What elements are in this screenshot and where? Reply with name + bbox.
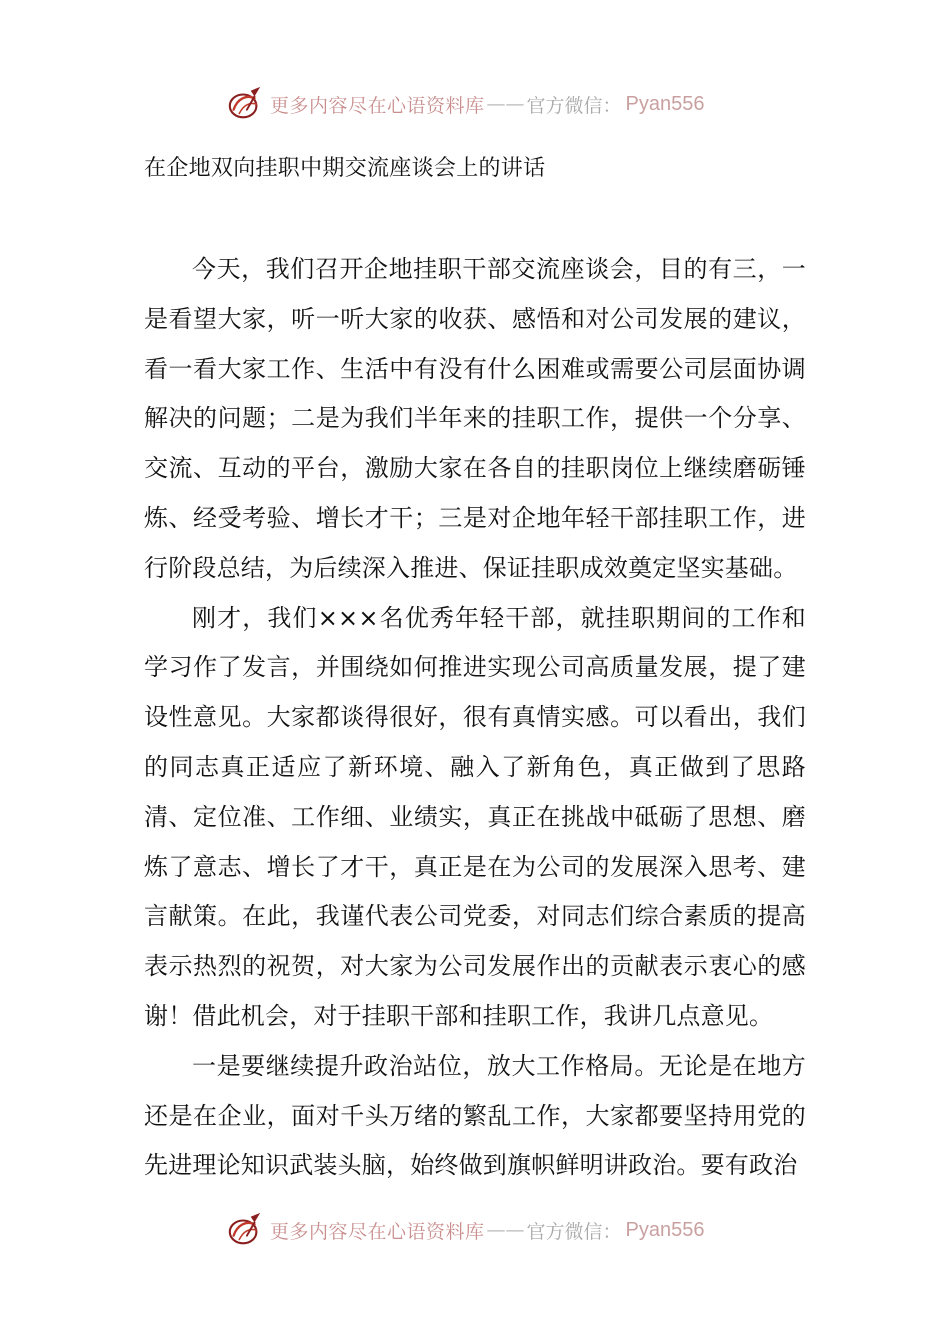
footer-watermark-banner [226,1210,705,1250]
pen-swirl-logo-icon [226,85,264,123]
paragraph-2: 刚才，我们×××名优秀年轻干部，就挂职期间的工作和学习作了发言，并围绕如何推进实现公司高质量发展，提了建设性意见。大家都谈得很好，很有真情实感。可以看出，我们的同志真正适应了新环境、融入了新角色，真正做到了思路清、定位准、工作细、业绩实，真正在挑战中砥砺了思想、磨炼了意志、增长了才干，真正是在为公司的发展深入思考、建言献策。在此，我谨代表公司党委，对同志们综合素质的提高表示热烈的祝贺，对大家为公司发展作出的贡献表示衷心的感谢！借此机会，对于挂职干部和挂职工作，我讲几点意见。 [144,603,806,1030]
document-title: 在企地双向挂职中期交流座谈会上的讲话 [144,156,546,181]
document-body [144,245,806,1191]
footer-separator: —— [486,1219,525,1241]
footer-brand-text: 更多内容尽在心语资料库 [270,1220,485,1243]
paragraph-1: 今天，我们召开企地挂职干部交流座谈会，目的有三，一是看望大家，听一听大家的收获、感悟和对公司发展的建议，看一看大家工作、生活中有没有什么困难或需要公司层面协调解决的问题；二是为我们半年来的挂职工作，提供一个分享、交流、互动的平台，激励大家在各自的挂职岗位上继续磨砺锤炼、经受考验、增长才干；三是对企地年轻干部挂职工作，进行阶段总结，为后续深入推进、保证挂职成效奠定坚实基础。 [144,255,806,582]
paragraph-3: 一是要继续提升政治站位，放大工作格局。无论是在地方还是在企业，面对千头万绪的繁乱工作，大家都要坚持用党的先进理论知识武装头脑，始终做到旗帜鲜明讲政治。要有政治 [144,1051,806,1180]
banner-wechat-id: Pyan556 [625,92,705,115]
footer-wechat-id: Pyan556 [625,1218,705,1241]
pen-swirl-logo-icon [226,1211,264,1249]
banner-separator: —— [486,93,525,115]
footer-wechat-label: 官方微信： [526,1220,622,1243]
banner-wechat-label: 官方微信： [526,94,622,117]
header-watermark-banner [226,84,705,124]
banner-brand-text: 更多内容尽在心语资料库 [270,94,485,117]
